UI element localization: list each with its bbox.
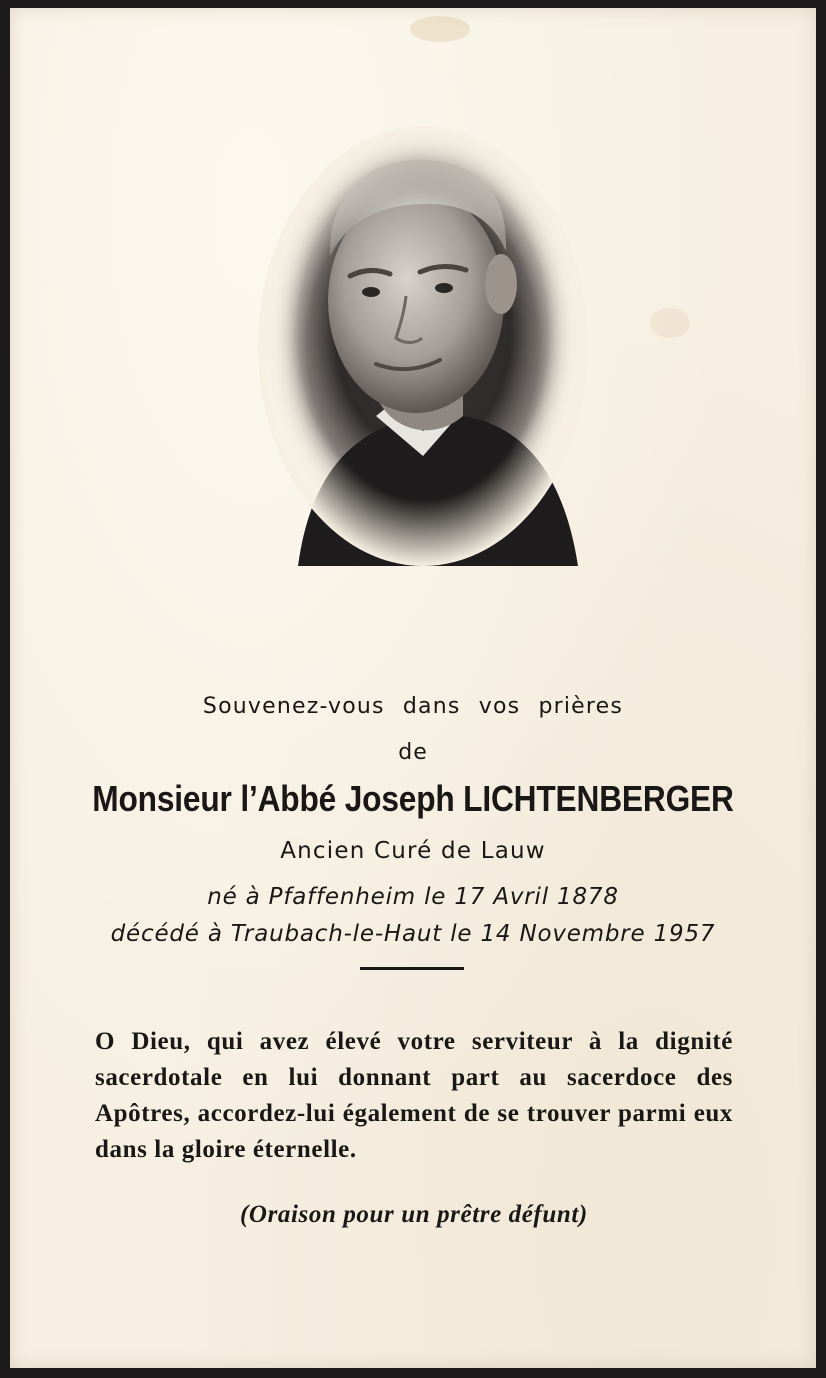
- prayer-text: O Dieu, qui avez élevé votre serviteur à la dignité sacerdotale en lui donnant part au sacerdoce des Apôtres, accordez-lui également de se trouver parmi eux dans la gloire éternelle.: [95, 1028, 733, 1163]
- prayer-source: [240, 1201, 588, 1229]
- de-line: de: [398, 740, 428, 765]
- role-line: Ancien Curé de Lauw: [280, 838, 546, 864]
- paper-stain: [410, 16, 470, 42]
- divider-rule: [360, 967, 464, 970]
- memorial-card: [10, 8, 816, 1368]
- paper-stain: [650, 308, 690, 338]
- portrait-photo: [258, 126, 588, 566]
- remember-line: Souvenez-vous dans vos prières: [202, 694, 624, 719]
- birth-line: né à Pfaffenheim le 17 Avril 1878: [207, 884, 619, 910]
- prayer-source-text: (Oraison pour un prêtre défunt): [240, 1201, 588, 1228]
- deceased-name: Monsieur l’Abbé Joseph LICHTENBERGER: [92, 778, 734, 819]
- death-line: décédé à Traubach-le-Haut le 14 Novembre 1957: [110, 921, 716, 947]
